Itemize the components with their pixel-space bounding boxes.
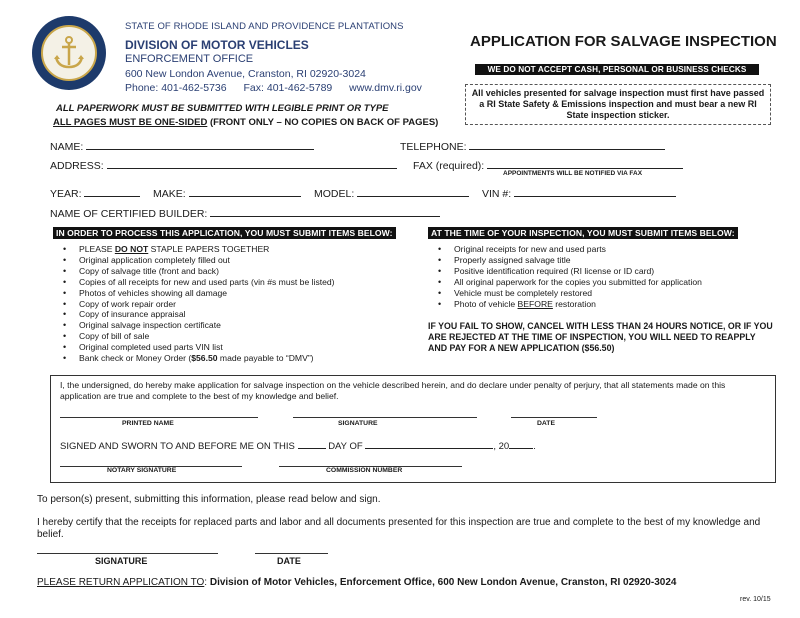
name-input-line[interactable] [86, 139, 314, 150]
certified-builder-label: NAME OF CERTIFIED BUILDER: [50, 208, 208, 220]
sworn-day-line[interactable] [298, 438, 326, 449]
list-item: • Photo of vehicle BEFORE restoration [430, 299, 702, 310]
one-sided-emphasis: ALL PAGES MUST BE ONE-SIDED [53, 117, 208, 128]
inspection-notice-box: All vehicles presented for salvage inspection must first have passed a RI State Safety & Emissions inspection and must bear a new RI State inspection sticker. [465, 84, 771, 125]
sworn-statement: SIGNED AND SWORN TO AND BEFORE ME ON THIS DAY OF , 20 . [60, 438, 536, 452]
printed-name-line[interactable] [60, 409, 258, 418]
vin-label: VIN #: [482, 188, 512, 200]
revision-number: rev. 10/15 [740, 596, 771, 603]
legible-print-instruction: ALL PAPERWORK MUST BE SUBMITTED WITH LEGIBLE PRINT OR TYPE [56, 103, 389, 114]
list-item: • Original salvage inspection certificate [55, 320, 335, 331]
contact-line [125, 82, 436, 94]
list-item: • Copy of bill of sale [55, 331, 335, 342]
commission-number-label: COMMISSION NUMBER [326, 467, 403, 474]
signature-line[interactable] [293, 409, 477, 418]
year-field[interactable] [50, 186, 140, 200]
certified-builder-input-line[interactable] [210, 206, 440, 217]
phone-number: Phone: 401-462-5736 [125, 82, 227, 94]
fax-number: Fax: 401-462-5789 [243, 82, 333, 94]
list-item: • Original application completely filled out [55, 255, 335, 266]
persons-present-instruction: To person(s) present, submitting this information, please read below and sign. [37, 494, 381, 505]
name-label: NAME: [50, 141, 84, 153]
one-sided-detail: (FRONT ONLY – NO COPIES ON BACK OF PAGES) [207, 117, 439, 128]
list-item: • Positive identification required (RI license or ID card) [430, 266, 702, 277]
date-line[interactable] [511, 409, 597, 418]
address-label: ADDRESS: [50, 160, 104, 172]
printed-name-label: PRINTED NAME [122, 420, 174, 427]
certify-signature-label: SIGNATURE [95, 556, 148, 566]
year-input-line[interactable] [84, 186, 140, 197]
before-emphasis: BEFORE [517, 298, 553, 309]
model-input-line[interactable] [357, 186, 469, 197]
return-label: PLEASE RETURN APPLICATION TO [37, 577, 205, 588]
certification-text: I hereby certify that the receipts for replaced parts and labor and all documents presented for this inspection are true and complete to the best of my knowledge and belief. [37, 517, 761, 540]
notary-signature-label: NOTARY SIGNATURE [107, 467, 177, 474]
one-sided-instruction [53, 117, 438, 128]
no-cash-banner: WE DO NOT ACCEPT CASH, PERSONAL OR BUSINESS CHECKS [475, 64, 759, 75]
form-title: APPLICATION FOR SALVAGE INSPECTION [470, 33, 777, 50]
list-item: • Photos of vehicles showing all damage [55, 288, 335, 299]
vin-input-line[interactable] [514, 186, 676, 197]
list-item: • Copies of all receipts for new and used parts (vin #s must be listed) [55, 277, 335, 288]
model-label: MODEL: [314, 188, 355, 200]
certified-builder-field[interactable] [50, 206, 440, 220]
fee-amount: $56.50 [191, 353, 218, 364]
list-item: • Vehicle must be completely restored [430, 288, 702, 299]
list-item: • Original receipts for new and used parts [430, 244, 702, 255]
declaration-text: I, the undersigned, do hereby make application for salvage inspection on the vehicle described herein, and do declare under penalty of perjury, that all statements made on this application are true and complete to the best of my knowledge and belief. [60, 380, 726, 401]
commission-number-line[interactable] [279, 458, 462, 467]
ri-dmv-seal [32, 16, 106, 90]
make-input-line[interactable] [189, 186, 301, 197]
list-item: • Copy of insurance appraisal [55, 309, 335, 320]
list-item: • PLEASE DO NOT STAPLE PAPERS TOGETHER [55, 244, 335, 255]
process-requirements-heading: IN ORDER TO PROCESS THIS APPLICATION, YOU MUST SUBMIT ITEMS BELOW: [53, 227, 396, 239]
fax-label: FAX (required): [413, 160, 485, 172]
list-item: • Copy of salvage title (front and back) [55, 266, 335, 277]
state-name: STATE OF RHODE ISLAND AND PROVIDENCE PLANTATIONS [125, 21, 404, 32]
list-item: • Original completed used parts VIN list [55, 342, 335, 353]
website-link[interactable]: www.dmv.ri.gov [349, 82, 422, 94]
notary-signature-line[interactable] [60, 458, 242, 467]
vin-field[interactable] [482, 186, 676, 200]
telephone-label: TELEPHONE: [400, 141, 467, 153]
office-name: ENFORCEMENT OFFICE [125, 53, 254, 65]
no-show-warning: IF YOU FAIL TO SHOW, CANCEL WITH LESS THAN 24 HOURS NOTICE, OR IF YOU ARE REJECTED AT THE TIME OF INSPECTION, YOU WILL NEED TO REAPPLY AND PAY FOR A NEW APPLICATION ($56.50) [428, 321, 773, 353]
certify-date-line[interactable] [255, 545, 328, 554]
sworn-year-line[interactable] [509, 438, 533, 449]
do-not-emphasis: DO NOT [114, 244, 149, 254]
date-label: DATE [537, 420, 555, 427]
certify-signature-line[interactable] [37, 545, 218, 554]
name-field[interactable] [50, 139, 314, 153]
list-item: • Properly assigned salvage title [430, 255, 702, 266]
office-address: 600 New London Avenue, Cranston, RI 02920-3024 [125, 68, 366, 80]
certify-date-label: DATE [277, 556, 301, 566]
division-name: DIVISION OF MOTOR VEHICLES [125, 38, 309, 52]
year-label: YEAR: [50, 188, 82, 200]
return-address: PLEASE RETURN APPLICATION TO: Division of Motor Vehicles, Enforcement Office, 600 New London Avenue, Cranston, RI 02920-3024 [37, 577, 677, 588]
seal-center [41, 25, 97, 81]
address-field[interactable] [50, 158, 397, 172]
list-item: • Bank check or Money Order ($56.50 made payable to “DMV”) [55, 353, 335, 364]
sworn-month-line[interactable] [365, 438, 493, 449]
anchor-icon [52, 35, 86, 71]
make-label: MAKE: [153, 188, 186, 200]
inspection-requirements-heading: AT THE TIME OF YOUR INSPECTION, YOU MUST SUBMIT ITEMS BELOW: [428, 227, 738, 239]
telephone-field[interactable] [400, 139, 665, 153]
appointments-note: APPOINTMENTS WILL BE NOTIFIED VIA FAX [503, 170, 643, 177]
process-requirements-list [55, 244, 335, 364]
model-field[interactable] [314, 186, 469, 200]
address-input-line[interactable] [107, 158, 397, 169]
make-field[interactable] [153, 186, 301, 200]
telephone-input-line[interactable] [469, 139, 665, 150]
list-item: • All original paperwork for the copies you submitted for application [430, 277, 702, 288]
fax-input-line[interactable] [487, 158, 683, 169]
signature-label: SIGNATURE [338, 420, 378, 427]
list-item: • Copy of work repair order [55, 299, 335, 310]
return-address-text: Division of Motor Vehicles, Enforcement Office, 600 New London Avenue, Cranston, RI 02920-3024 [209, 577, 677, 588]
inspection-requirements-list [430, 244, 702, 309]
